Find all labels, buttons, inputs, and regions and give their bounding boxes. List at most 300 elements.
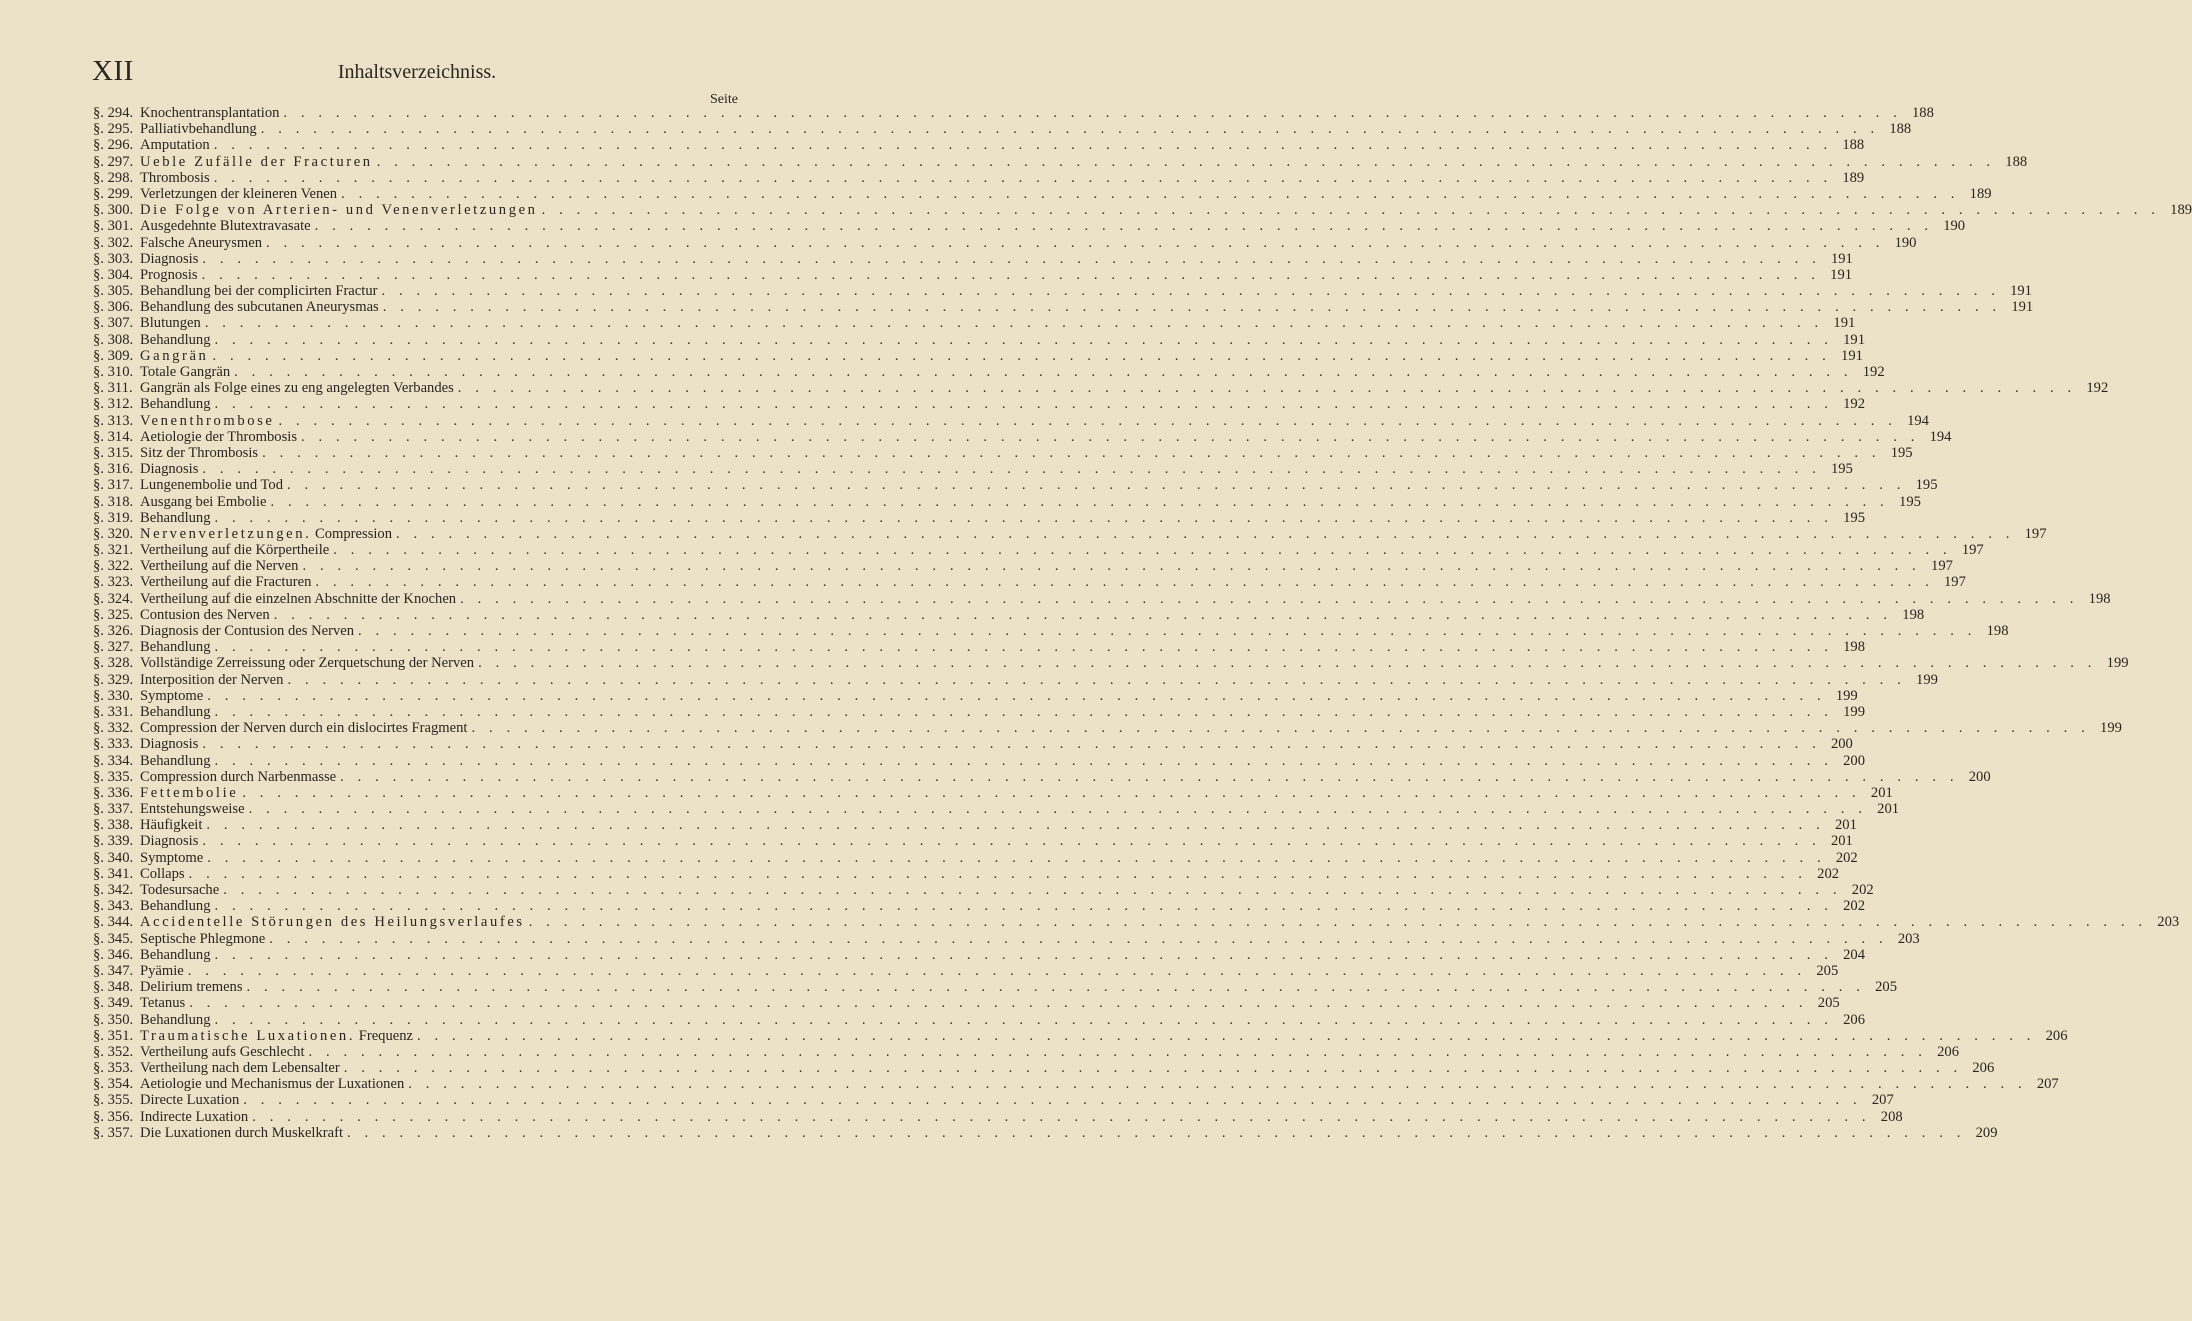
toc-entry: [93, 914, 2180, 931]
entry-title: Lungenembolie und Tod: [140, 477, 284, 494]
dot-leader: [202, 736, 1820, 752]
toc-entry: [93, 315, 1856, 332]
dot-leader: [206, 817, 1824, 833]
dot-leader: [347, 1125, 1965, 1141]
dot-leader: [458, 380, 2076, 396]
dot-leader: [188, 963, 1806, 979]
dot-leader: [207, 688, 1825, 704]
dot-leader: [302, 558, 1920, 574]
running-title: Inhaltsverzeichniss.: [337, 61, 497, 83]
page-reference: 188: [1889, 121, 1912, 138]
entry-title: Knochentransplantation: [140, 105, 280, 121]
entry-title: Gangrän: [140, 347, 209, 364]
entry-title: Totale Gangrän: [140, 364, 231, 380]
dot-leader: [202, 833, 1820, 849]
page-reference: 195: [1843, 509, 1865, 526]
section-number: §. 319.: [93, 509, 134, 526]
dot-leader: [215, 753, 1833, 769]
section-number: §. 303.: [93, 250, 134, 267]
section-number: §. 347.: [93, 962, 134, 979]
entry-title: Häufigkeit: [140, 817, 203, 834]
page-reference: 190: [1894, 234, 1917, 251]
toc-entry: [93, 105, 1934, 121]
section-number: §. 354.: [93, 1076, 134, 1093]
section-number: §. 338.: [93, 817, 134, 834]
toc-entry: [93, 380, 2109, 397]
page-header: [92, 56, 742, 86]
dot-leader: [542, 202, 2160, 218]
dot-leader: [270, 494, 1888, 510]
dot-leader: [287, 477, 1905, 493]
toc-entry: [93, 250, 1853, 267]
toc-entry: [93, 283, 2032, 300]
page-reference: 188: [1912, 105, 1934, 121]
section-number: §. 355.: [93, 1092, 134, 1109]
entry-title: Vertheilung aufs Geschlecht: [140, 1043, 305, 1060]
entry-title: Verletzungen der kleineren Venen: [140, 185, 338, 202]
page-reference: 192: [2086, 380, 2109, 397]
entry-title: Contusion des Nerven: [140, 606, 270, 623]
section-number: §. 324.: [93, 590, 134, 607]
section-number: §. 340.: [93, 849, 134, 866]
entry-title: Palliativbehandlung: [140, 121, 257, 138]
toc-entry: [93, 493, 1921, 510]
toc-entry: [93, 639, 1865, 656]
toc-entry: [93, 817, 1857, 834]
entry-title: Symptome: [140, 687, 204, 704]
entry-title: Ausgang bei Embolie: [140, 493, 267, 510]
dot-leader: [383, 299, 2001, 315]
entry-title: Accidentelle Störungen des Heilungsverlaufes: [140, 914, 525, 931]
section-number: §. 309.: [93, 347, 134, 364]
toc-entry: [93, 525, 2047, 542]
page-reference: 197: [2024, 525, 2047, 542]
section-number: §. 312.: [93, 396, 134, 413]
page-reference: 190: [1943, 218, 1966, 235]
section-number: §. 334.: [93, 752, 134, 769]
entry-title: Vertheilung auf die Nerven: [140, 558, 299, 575]
page-reference: 191: [2011, 299, 2034, 316]
page-reference: 192: [1843, 396, 1865, 413]
entry-title: Pyämie: [140, 962, 184, 979]
toc-entry: [93, 137, 1865, 154]
toc-entry: [93, 1092, 1894, 1109]
dot-leader: [417, 1028, 2035, 1044]
page-reference: 202: [1851, 882, 1874, 898]
section-number: §. 342.: [93, 882, 134, 898]
toc-entry: [93, 202, 2192, 219]
dot-leader: [471, 720, 2089, 736]
dot-leader: [243, 1092, 1861, 1108]
section-number: §. 295.: [93, 121, 134, 138]
section-number: §. 297.: [93, 153, 134, 170]
section-number: §. 339.: [93, 833, 134, 850]
dot-leader: [344, 1060, 1962, 1076]
entry-title: Behandlung: [140, 1011, 211, 1028]
entry-title: Diagnosis: [140, 461, 199, 478]
section-number: §. 328.: [93, 655, 134, 672]
section-number: §. 357.: [93, 1124, 134, 1141]
page-reference: 194: [1929, 428, 1952, 445]
toc-entry: [93, 590, 2111, 607]
page-reference: 206: [2045, 1027, 2068, 1044]
entry-title: Vertheilung auf die einzelnen Abschnitte der Knochen: [140, 590, 457, 607]
section-number: §. 308.: [93, 331, 134, 348]
page-reference: 188: [1842, 137, 1865, 154]
section-number: §. 304.: [93, 266, 134, 283]
section-number: §. 350.: [93, 1011, 134, 1028]
section-number: §. 349.: [93, 995, 134, 1012]
dot-leader: [340, 769, 1958, 785]
page-number: XII: [92, 55, 134, 87]
page-reference: 189: [1842, 169, 1865, 186]
toc-entry: [93, 801, 1900, 818]
entry-title: Entstehungsweise: [140, 801, 245, 818]
page-reference: 200: [1968, 768, 1991, 785]
section-number: §. 313.: [93, 412, 134, 429]
page-reference: 195: [1890, 444, 1913, 461]
entry-title: Diagnosis: [140, 736, 199, 753]
toc-entry: [93, 412, 1929, 429]
toc-entry: [93, 655, 2129, 672]
page-reference: 198: [1902, 606, 1925, 623]
dot-leader: [341, 186, 1959, 202]
dot-leader: [202, 267, 1820, 283]
page-reference: 200: [1830, 736, 1853, 753]
page-reference: 198: [1843, 639, 1865, 656]
page-reference: 208: [1880, 1108, 1903, 1125]
toc-entry: [93, 768, 1991, 785]
page-reference: 191: [1843, 331, 1865, 348]
entry-title: Ausgedehnte Blutextravasate: [140, 218, 311, 235]
dot-leader: [207, 850, 1825, 866]
section-number: §. 337.: [93, 801, 134, 818]
page-reference: 191: [1833, 315, 1856, 332]
toc-entry: [93, 477, 1938, 494]
toc-entry: [93, 752, 1865, 769]
entry-title: Aetiologie und Mechanismus der Luxationen: [140, 1076, 405, 1093]
toc-entry: [93, 121, 1912, 138]
entry-title: Interposition der Nerven: [140, 671, 284, 688]
section-number: §. 335.: [93, 768, 134, 785]
dot-leader: [202, 251, 1820, 267]
page-reference: 206: [1972, 1060, 1995, 1077]
toc-entry: [93, 849, 1858, 866]
page-reference: 206: [1843, 1011, 1865, 1028]
section-number: §. 317.: [93, 477, 134, 494]
section-number: §. 332.: [93, 720, 134, 737]
page-reference: 197: [1944, 574, 1966, 591]
dot-leader: [358, 623, 1976, 639]
page-reference: 205: [1816, 962, 1839, 979]
section-number: §. 311.: [93, 380, 133, 397]
dot-leader: [269, 931, 1887, 947]
page-reference: 195: [1899, 493, 1921, 510]
page-reference: 191: [1830, 266, 1853, 283]
section-number: §. 320.: [93, 525, 134, 542]
section-number: §. 296.: [93, 137, 134, 154]
section-number: §. 345.: [93, 930, 134, 947]
page-reference: 201: [1877, 801, 1900, 818]
dot-leader: [262, 445, 1880, 461]
page-reference: 199: [1843, 703, 1865, 720]
toc-entry: [93, 153, 2028, 170]
page-reference: 202: [1817, 865, 1840, 882]
dot-leader: [223, 882, 1841, 898]
toc-entry: [93, 898, 1865, 915]
section-number: §. 344.: [93, 914, 134, 931]
toc-entry: [93, 558, 1953, 575]
toc-entry: [93, 542, 1984, 559]
page-reference: 199: [2106, 655, 2129, 672]
dot-leader: [215, 510, 1833, 526]
toc-entry: [93, 347, 1863, 364]
dot-leader: [408, 1076, 2026, 1092]
toc-entry: [93, 606, 1925, 623]
section-number: §. 323.: [93, 574, 134, 591]
page-reference: 197: [1961, 542, 1984, 559]
section-number: §. 351.: [93, 1027, 134, 1044]
toc-entry: [93, 1011, 1865, 1028]
toc-entry: [93, 720, 2122, 737]
dot-leader: [278, 413, 1896, 429]
dot-leader: [249, 801, 1867, 817]
page-reference: 192: [1862, 364, 1885, 380]
dot-leader: [283, 105, 1901, 121]
toc-entry: [93, 331, 1865, 348]
page-reference: 203: [2157, 914, 2180, 931]
page-reference: 203: [1897, 930, 1920, 947]
entry-title: Venenthrombose: [140, 412, 275, 429]
toc-entry: [93, 1124, 1998, 1141]
entry-title: Vollständige Zerreissung oder Zerquetschung der Nerven: [140, 655, 475, 672]
page-reference: 191: [1830, 250, 1853, 267]
page-reference: 205: [1817, 995, 1840, 1012]
dot-leader: [301, 429, 1919, 445]
toc-entry: [93, 784, 1893, 801]
entry-title: Vertheilung nach dem Lebensalter: [140, 1060, 340, 1077]
toc-entry: [93, 234, 1917, 251]
section-number: §. 353.: [93, 1060, 134, 1077]
dot-leader: [214, 170, 1832, 186]
section-number: §. 300.: [93, 202, 134, 219]
section-number: §. 330.: [93, 687, 134, 704]
page-reference: 189: [2170, 202, 2192, 219]
section-number: §. 306.: [93, 299, 134, 316]
dot-leader: [215, 332, 1833, 348]
dot-leader: [234, 364, 1852, 380]
entry-title: Diagnosis der Contusion des Nerven: [140, 623, 355, 639]
dot-leader: [261, 121, 1879, 137]
section-number: §. 298.: [93, 169, 134, 186]
page-reference: 200: [1843, 752, 1865, 769]
entry-title: Blutungen: [140, 315, 201, 332]
page-reference: 191: [1841, 347, 1863, 364]
toc-entry: [93, 185, 1992, 202]
section-number: §. 329.: [93, 671, 134, 688]
dot-leader: [215, 639, 1833, 655]
dot-leader: [215, 1012, 1833, 1028]
section-number: §. 327.: [93, 639, 134, 656]
toc-entry: [93, 623, 2009, 639]
dot-leader: [215, 396, 1833, 412]
page-reference: 189: [1969, 185, 1992, 202]
toc-entry: [93, 930, 1920, 947]
section-number: §. 301.: [93, 218, 134, 235]
section-number: §. 302.: [93, 234, 134, 251]
section-number: §. 341.: [93, 865, 134, 882]
table-of-contents: [93, 105, 2192, 1141]
dot-leader: [266, 235, 1884, 251]
dot-leader: [274, 607, 1892, 623]
entry-title: Behandlung des subcutanen Aneurysmas: [140, 299, 379, 316]
section-number: §. 343.: [93, 898, 134, 915]
toc-entry: [93, 218, 1966, 235]
dot-leader: [242, 785, 1860, 801]
page-reference: 198: [2088, 590, 2111, 607]
toc-entry: [93, 444, 1913, 461]
page-reference: 204: [1843, 946, 1865, 963]
entry-title: Gangrän als Folge eines zu eng angelegten Verbandes: [140, 380, 454, 397]
section-number: §. 352.: [93, 1043, 134, 1060]
page-reference: 198: [1986, 623, 2009, 639]
page-reference: 201: [1835, 817, 1857, 834]
toc-entry: [93, 979, 1898, 996]
entry-title: Aetiologie der Thrombosis: [140, 428, 297, 445]
dot-leader: [460, 591, 2078, 607]
entry-title: Sitz der Thrombosis: [140, 444, 259, 461]
entry-title: Todesursache: [140, 882, 220, 898]
page-reference: 191: [2010, 283, 2032, 300]
entry-title: Tetanus: [140, 995, 186, 1012]
page-reference: 194: [1907, 412, 1929, 429]
page-reference: 202: [1835, 849, 1858, 866]
toc-entry: [93, 946, 1865, 963]
toc-entry: [93, 736, 1853, 753]
page-reference: 188: [2005, 153, 2028, 170]
dot-leader: [478, 655, 2096, 671]
section-number: §. 314.: [93, 428, 134, 445]
entry-title: Fettembolie: [140, 784, 239, 801]
entry-title: Behandlung: [140, 703, 211, 720]
page-reference: 206: [1937, 1043, 1959, 1060]
entry-title: Compression der Nerven durch ein dislocirtes Fragment: [140, 720, 468, 737]
entry-title: Behandlung bei der complicirten Fractur: [140, 283, 378, 300]
page-reference: 195: [1830, 461, 1853, 478]
entry-title: Traumatische Luxationen. Frequenz: [140, 1027, 414, 1044]
entry-title: Thrombosis: [140, 169, 210, 186]
dot-leader: [333, 542, 1951, 558]
entry-title: Indirecte Luxation: [140, 1108, 249, 1125]
dot-leader: [381, 283, 1999, 299]
dot-leader: [377, 154, 1995, 170]
entry-title: Behandlung: [140, 752, 211, 769]
toc-entry: [93, 1043, 1959, 1060]
section-number: §. 356.: [93, 1108, 134, 1125]
entry-title: Compression durch Narbenmasse: [140, 768, 337, 785]
section-number: §. 305.: [93, 283, 134, 300]
page-reference: 202: [1843, 898, 1865, 915]
toc-entry: [93, 428, 1952, 445]
section-number: §. 307.: [93, 315, 134, 332]
dot-leader: [202, 461, 1820, 477]
entry-title: Behandlung: [140, 509, 211, 526]
entry-title: Amputation: [140, 137, 210, 154]
section-number: §. 318.: [93, 493, 134, 510]
section-number: §. 346.: [93, 946, 134, 963]
dot-leader: [529, 914, 2147, 930]
dot-leader: [215, 898, 1833, 914]
dot-leader: [315, 574, 1933, 590]
page-reference: 195: [1915, 477, 1938, 494]
dot-leader: [287, 672, 1905, 688]
section-number: §. 336.: [93, 784, 134, 801]
dot-leader: [247, 979, 1865, 995]
entry-title: Directe Luxation: [140, 1092, 240, 1109]
toc-entry: [93, 1108, 1903, 1125]
toc-entry: [93, 962, 1839, 979]
dot-leader: [252, 1109, 1870, 1125]
section-number: §. 322.: [93, 558, 134, 575]
dot-leader: [315, 218, 1933, 234]
page-reference: 199: [2100, 720, 2122, 737]
entry-title: Behandlung: [140, 331, 211, 348]
toc-entry: [93, 169, 1865, 186]
section-number: §. 326.: [93, 623, 134, 639]
dot-leader: [215, 947, 1833, 963]
entry-title: Vertheilung auf die Körpertheile: [140, 542, 330, 559]
page-reference: 197: [1931, 558, 1953, 575]
toc-entry: [93, 865, 1840, 882]
page-reference: 207: [1871, 1092, 1894, 1109]
entry-title: Septische Phlegmone: [140, 930, 266, 947]
section-number: §. 316.: [93, 461, 134, 478]
page-reference: 209: [1975, 1124, 1998, 1141]
toc-entry: [93, 509, 1865, 526]
section-number: §. 315.: [93, 444, 134, 461]
toc-entry: [93, 574, 1966, 591]
page-reference: 201: [1830, 833, 1853, 850]
page-reference: 199: [1835, 687, 1858, 704]
entry-title: Die Folge von Arterien- und Venenverletzungen: [140, 202, 538, 219]
entry-title: Behandlung: [140, 898, 211, 915]
entry-title: Falsche Aneurysmen: [140, 234, 262, 251]
entry-title: Delirium tremens: [140, 979, 243, 996]
entry-title: Ueble Zufälle der Fracturen: [140, 153, 373, 170]
page-reference: 201: [1870, 784, 1893, 801]
page-column-label: Seite: [710, 92, 738, 107]
dot-leader: [189, 866, 1807, 882]
dot-leader: [215, 704, 1833, 720]
toc-entry: [93, 461, 1853, 478]
dot-leader: [205, 315, 1823, 331]
entry-title: Symptome: [140, 849, 204, 866]
page-reference: 207: [2036, 1076, 2059, 1093]
section-number: §. 321.: [93, 542, 134, 559]
entry-title: Nervenverletzungen. Compression: [140, 525, 393, 542]
entry-title: Die Luxationen durch Muskelkraft: [140, 1124, 344, 1141]
toc-entry: [93, 299, 2034, 316]
entry-title: Prognosis: [140, 266, 198, 283]
page-reference: 205: [1875, 979, 1898, 996]
entry-title: Behandlung: [140, 946, 211, 963]
dot-leader: [212, 348, 1830, 364]
dot-leader: [214, 137, 1832, 153]
toc-entry: [93, 995, 1840, 1012]
dot-leader: [396, 526, 2014, 542]
section-number: §. 325.: [93, 606, 134, 623]
section-number: §. 310.: [93, 364, 134, 380]
